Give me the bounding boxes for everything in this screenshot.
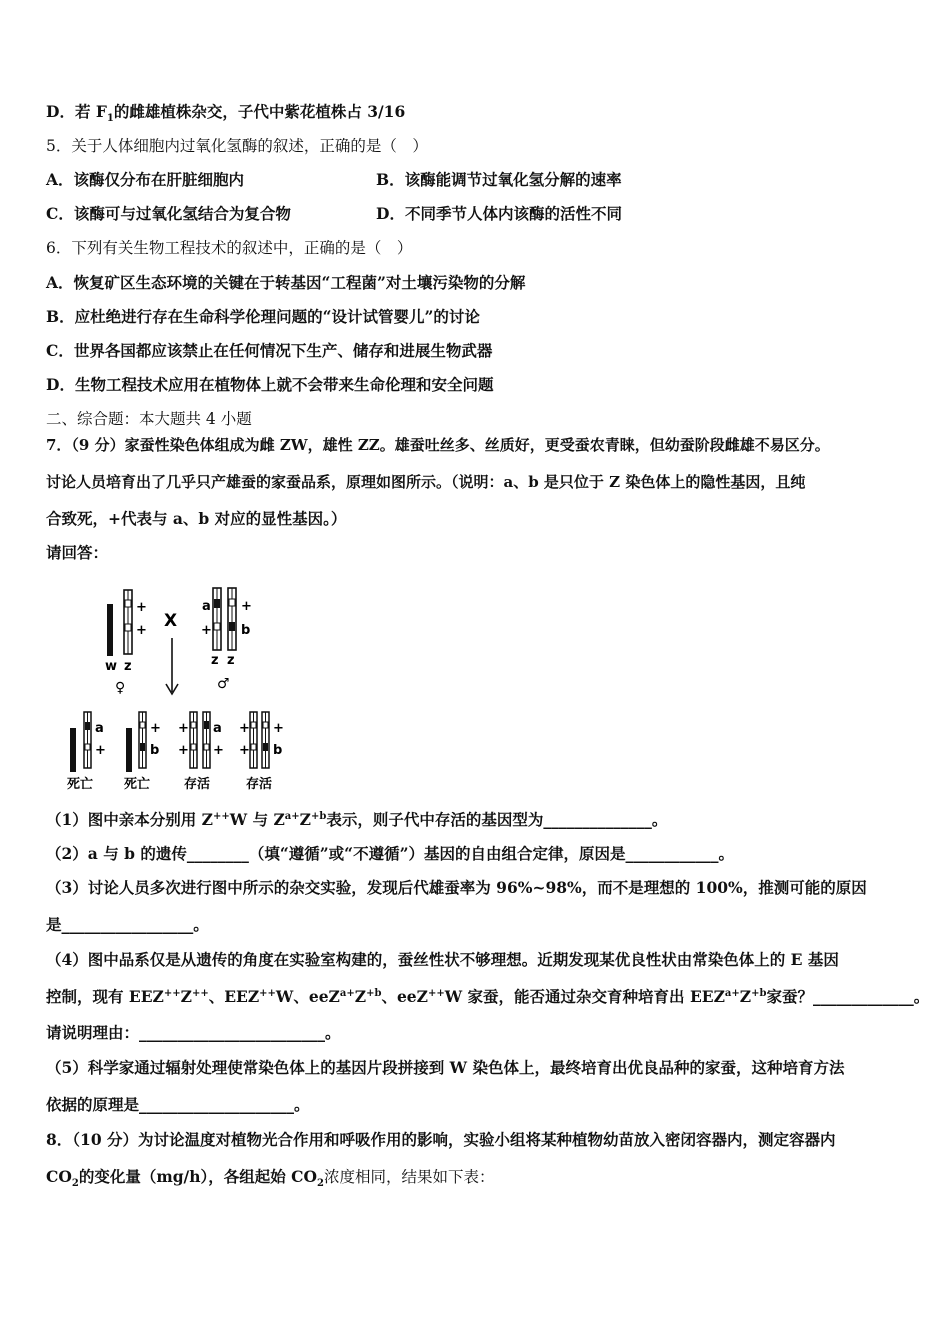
offspring-3-plus-left-top: +	[178, 721, 189, 736]
offspring-2	[126, 712, 146, 772]
q5-option-c: C．该酶可与过氧化氢结合为复合物	[46, 204, 291, 223]
q7-prompt: 请回答：	[46, 543, 109, 562]
offspring-1-label: 死亡	[67, 777, 94, 792]
q5-stem: 5．关于人体细胞内过氧化氢酶的叙述，正确的是（ ）	[46, 137, 428, 155]
q7-part4-line3: 请说明理由：________________________。	[46, 1023, 341, 1042]
q7-part3-line1: （3）讨论人员多次进行图中所示的杂交实验，发现后代雄蚕率为 96%~98%，而不是理想的 100%，推测可能的原因	[46, 878, 867, 897]
q7-part5-line2: 依据的原理是____________________。	[46, 1095, 310, 1114]
offspring-2-label: 死亡	[124, 777, 151, 792]
offspring-4-plus-left-bottom: +	[239, 743, 250, 758]
q6-stem: 6．下列有关生物工程技术的叙述中，正确的是（ ）	[46, 239, 413, 257]
q7-stem-line3: 合致死，+代表与 a、b 对应的显性基因。）	[46, 509, 347, 528]
female-w-chromosome	[107, 604, 113, 656]
q7-part1-blank[interactable]: ______________	[543, 810, 652, 829]
q6-option-b: B．应杜绝进行存在生命科学伦理问题的“设计试管婴儿”的讨论	[46, 307, 480, 326]
offspring-4-plus-right: +	[273, 721, 284, 736]
q5-option-b: B．该酶能调节过氧化氢分解的速率	[376, 170, 622, 189]
offspring-4-label: 存活	[246, 777, 273, 792]
offspring-3-label: 存活	[184, 777, 211, 792]
offspring-3-plus-left-bottom: +	[178, 743, 189, 758]
female-plus-a-locus: +	[136, 600, 147, 615]
q7-part4-line2: 控制，现有 EEZ++Z++、EEZ++W、$eeZ^{a+}Z^{+b}$、eeZ++W 家蚕，能否通过杂交育种培育出 $EEZ^{a+}Z^{+b}$家蚕？_____________。	[46, 987, 930, 1006]
male-gene-b-label: b	[241, 623, 251, 638]
q4-option-d: D．若 $F_1$的雌雄植株杂交，子代中紫花植株占 3/16	[46, 102, 406, 125]
offspring-3	[190, 712, 210, 768]
female-z-chromosome	[124, 590, 132, 654]
male-plus-label-right: +	[241, 599, 252, 614]
offspring-4-gene-b: b	[273, 743, 283, 758]
male-z-chromosome-2	[228, 588, 236, 650]
q7-stem-line2: 讨论人员培育出了几乎只产雄蚕的家蚕品系，原理如图所示。（说明：a、b 是只位于 Z 染色体上的隐性基因，且纯	[46, 473, 806, 491]
offspring-4-plus-left-top: +	[239, 721, 250, 736]
q6-option-d: D．生物工程技术应用在植物体上就不会带来生命伦理和安全问题	[46, 375, 494, 394]
q6-option-c: C．世界各国都应该禁止在任何情况下生产、储存和进展生物武器	[46, 341, 493, 360]
male-symbol: ♂	[217, 676, 230, 692]
male-z1-label: z	[211, 653, 219, 668]
q7-part5-line1: （5）科学家通过辐射处理使常染色体上的基因片段拼接到 W 染色体上，最终培育出优良品种的家蚕，这种培育方法	[46, 1058, 845, 1077]
q7-stem-line1: 7．（9 分）家蚕性染色体组成为雌 ZW，雄性 ZZ。雄蚕吐丝多、丝质好，更受蚕农青睐，但幼蚕阶段雌雄不易区分。	[46, 436, 830, 454]
offspring-1-plus: +	[95, 743, 106, 758]
q5-options-row1	[46, 170, 906, 190]
female-symbol: ♀	[115, 680, 126, 696]
offspring-3-gene-a: a	[213, 721, 222, 736]
q5-options-row2	[46, 204, 906, 224]
male-z2-label: z	[227, 653, 235, 668]
chromosome-cross-diagram	[62, 582, 312, 797]
male-plus-label-left: +	[201, 623, 212, 638]
q8-line1: 8．（10 分）为讨论温度对植物光合作用和呼吸作用的影响，实验小组将某种植物幼苗放入密闭容器内，测定容器内	[46, 1130, 836, 1149]
offspring-1-gene-a: a	[95, 721, 104, 736]
q6-option-a: A．恢复矿区生态环境的关键在于转基因“工程菌”对土壤污染物的分解	[46, 273, 526, 292]
q5-option-a: A．该酶仅分布在肝脏细胞内	[46, 170, 245, 189]
female-w-label: w	[105, 659, 118, 674]
offspring-2-gene-b: b	[150, 743, 160, 758]
q7-part2: （2）a 与 b 的遗传________（填“遵循”或“不遵循”）基因的自由组合定律，原因是____________。	[46, 844, 735, 863]
female-plus-b-locus: +	[136, 623, 147, 638]
offspring-3-plus-right: +	[213, 743, 224, 758]
offspring-2-plus: +	[150, 721, 161, 736]
section-heading: 二、综合题：本大题共 4 小题	[46, 410, 252, 428]
female-z-label: z	[124, 659, 132, 674]
offspring-4	[250, 712, 269, 768]
q7-part4-line1: （4）图中品系仅是从遗传的角度在实验室构建的，蚕丝性状不够理想。近期发现某优良性状由常染色体上的 E 基因	[46, 950, 839, 969]
male-gene-a-label: a	[202, 599, 211, 614]
q8-line2: $CO_2$的变化量（mg/h），各组起始 $CO_2$浓度相同，结果如下表：	[46, 1167, 495, 1190]
q7-part1: （1）图中亲本分别用 Z++W 与 $Z^{a+}Z^{+b}$表示，则子代中存活的基因型为______________。	[46, 810, 668, 829]
male-z-chromosome-1	[213, 588, 221, 650]
offspring-1	[70, 712, 91, 772]
q5-option-d: D．不同季节人体内该酶的活性不同	[376, 204, 622, 223]
cross-symbol: X	[164, 611, 178, 631]
q7-part3-line2: 是_________________。	[46, 915, 209, 934]
